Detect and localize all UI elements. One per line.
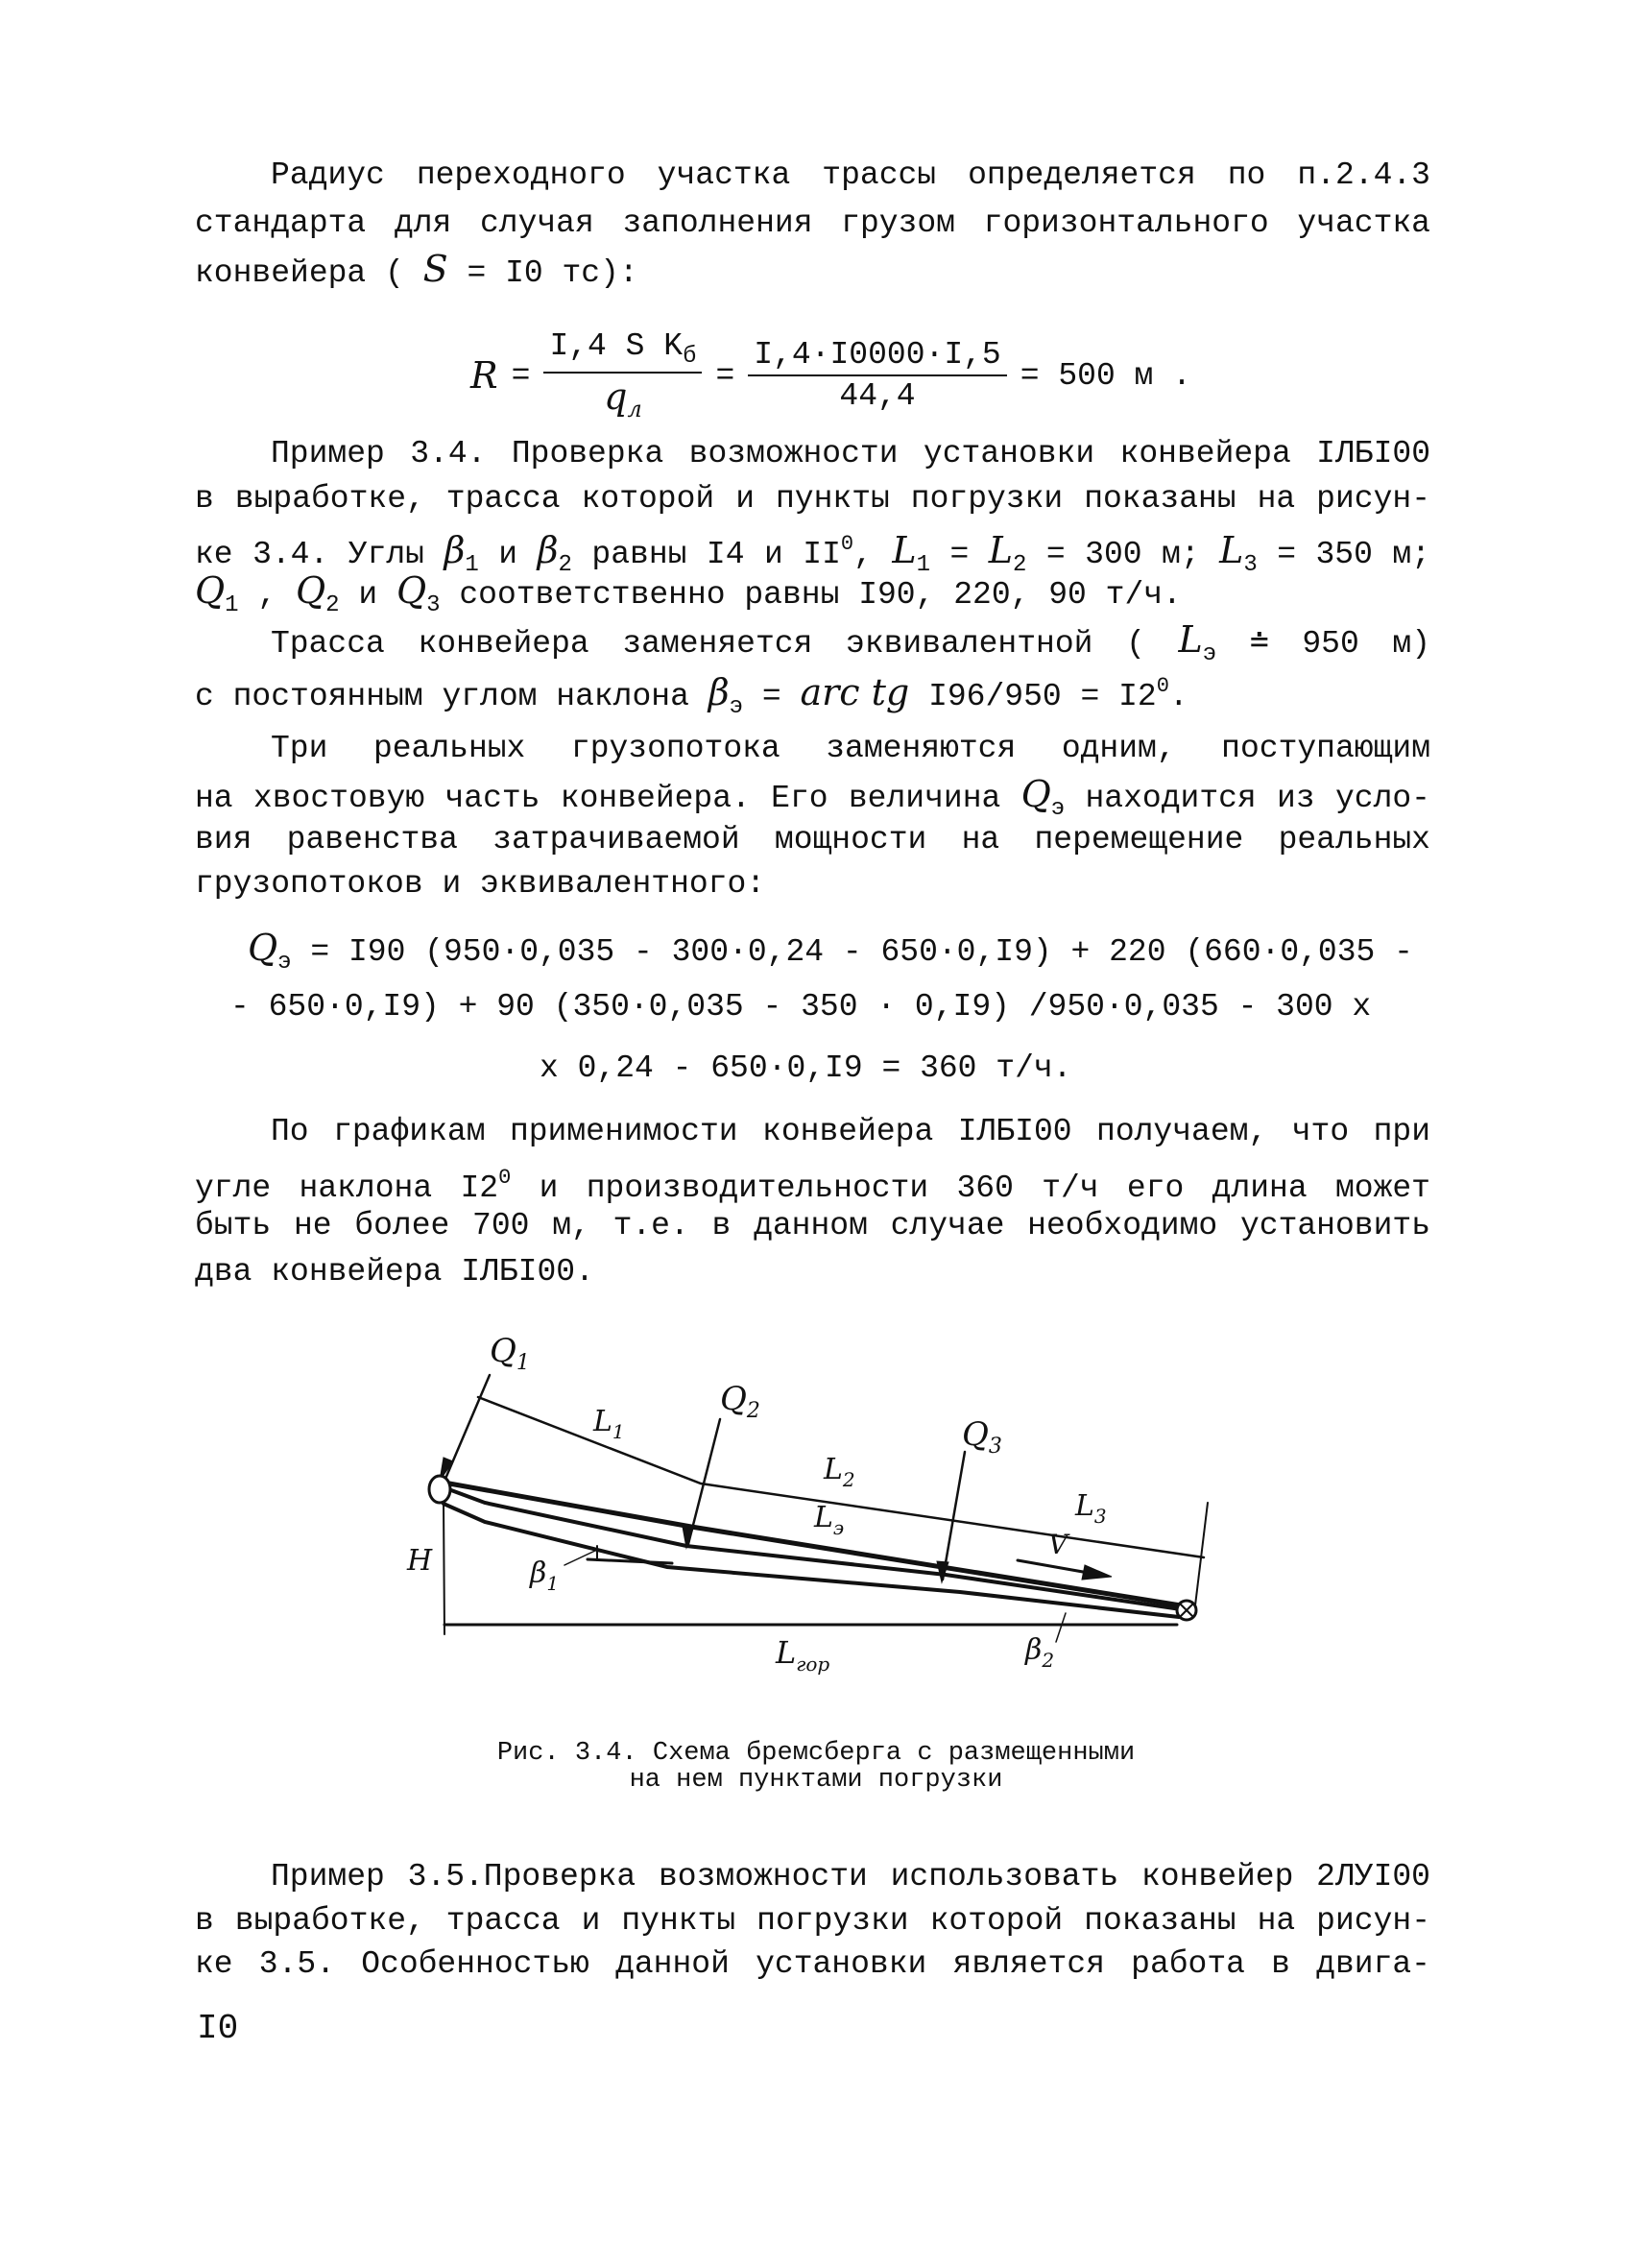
- label-q2: $Q_2$: [720, 1380, 760, 1423]
- text-line: грузопотоков и эквивалентного:: [195, 866, 766, 902]
- subscript: 3: [1243, 552, 1258, 578]
- label-l2: $L_2$: [824, 1453, 855, 1491]
- math-var: Q: [248, 927, 278, 969]
- subscript: э: [1202, 641, 1217, 667]
- label-le: $L_э$: [814, 1501, 845, 1539]
- math-var: Q: [295, 569, 326, 612]
- text-line: стандарта для случая заполнения грузом горизонтального участка: [195, 205, 1430, 241]
- math-var: Q: [396, 569, 427, 612]
- label-beta2: $\beta_2$: [1025, 1633, 1055, 1672]
- text: Трасса конвейера заменяется эквивалентной (: [271, 626, 1179, 662]
- text: =: [743, 679, 801, 714]
- text: угле наклона I2: [195, 1170, 499, 1206]
- text: I96/950 = I2: [909, 679, 1157, 714]
- math-var: S: [422, 248, 448, 290]
- text-line: Радиус переходного участка трассы определяется по п.2.4.3: [271, 157, 1430, 193]
- subscript: 1: [225, 592, 239, 618]
- page-number: I0: [197, 2009, 239, 2048]
- math-var: β: [537, 529, 559, 571]
- subscript: л: [627, 396, 642, 422]
- text-line: вия равенства затрачиваемой мощности на перемещение реальных: [195, 822, 1430, 857]
- equals: =: [715, 357, 735, 394]
- text: равны I4 и II: [571, 537, 841, 572]
- figure-caption: на нем пунктами погрузки: [629, 1766, 1003, 1795]
- text: =: [930, 537, 989, 572]
- superscript: 0: [498, 1166, 512, 1190]
- superscript: 0: [1156, 674, 1169, 698]
- text: ке 3.4. Углы: [195, 537, 444, 572]
- text: I,4 S K: [549, 328, 684, 364]
- text: ≐ 950 м): [1216, 626, 1431, 662]
- label-l-gor: $L_{гор}$: [776, 1634, 830, 1676]
- text-line: Пример 3.4. Проверка возможности установки конвейера IЛБI00: [271, 436, 1430, 471]
- result: = 500 м .: [1020, 357, 1191, 394]
- label-q1: $Q_1$: [490, 1332, 530, 1375]
- text-line: По графикам применимости конвейера IЛБI00 получаем, что при: [271, 1114, 1430, 1149]
- head-drum: [429, 1476, 450, 1503]
- math-var: L: [1178, 618, 1203, 661]
- text: ,: [853, 537, 893, 572]
- figure-caption: Рис. 3.4. Схема бремсберга с размещенными: [496, 1739, 1136, 1768]
- math-var: Q: [195, 569, 226, 612]
- numerator: I,4·I0000·I,5: [748, 337, 1006, 376]
- label-v: V: [1048, 1529, 1068, 1560]
- text: и производительности 360 т/ч его длина может: [511, 1170, 1430, 1206]
- subscript: 1: [916, 552, 930, 578]
- text-line: ке 3.5. Особенностью данной установки является работа в двига-: [195, 1946, 1430, 1982]
- label-l1: $L_1$: [593, 1405, 625, 1443]
- math-var: L: [1219, 529, 1244, 571]
- denominator: 44,4: [839, 378, 916, 414]
- label-l3: $L_3$: [1075, 1489, 1107, 1528]
- math-var: L: [892, 529, 917, 571]
- extension-line: [1195, 1503, 1208, 1605]
- text: соответственно равны I90, 220, 90 т/ч.: [440, 577, 1182, 613]
- text: = I90 (950·0,035 - 300·0,24 - 650·0,I9) + 220 (660·0,035 -: [291, 934, 1413, 970]
- subscript: э: [277, 950, 292, 976]
- text-line: в выработке, трасса и пункты погрузки которой показаны на рисун-: [195, 1903, 1430, 1939]
- subscript: 3: [426, 592, 441, 618]
- label-q3: $Q_3$: [962, 1415, 1002, 1459]
- label-beta1: $\beta_1$: [530, 1556, 560, 1595]
- formula-q-line: x 0,24 - 650·0,I9 = 360 т/ч.: [540, 1050, 1072, 1086]
- text: находится из усло-: [1065, 781, 1430, 816]
- math-var: L: [988, 529, 1013, 571]
- superscript: 0: [840, 532, 854, 556]
- equals: =: [511, 357, 531, 394]
- text: на хвостовую часть конвейера. Его величина: [195, 781, 1021, 816]
- text: .: [1168, 679, 1188, 714]
- formula-q-line: - 650·0,I9) + 90 (350·0,035 - 350 · 0,I9) /950·0,035 - 300 x: [230, 989, 1372, 1025]
- subscript: 2: [558, 552, 572, 578]
- text-line: два конвейера IЛБI00.: [195, 1254, 594, 1290]
- q3-arrow: [943, 1452, 965, 1580]
- text: ,: [238, 577, 296, 613]
- text: с постоянным углом наклона: [195, 679, 708, 714]
- text: и: [478, 537, 538, 572]
- text-line: в выработке, трасса которой и пункты погрузки показаны на рисун-: [195, 481, 1430, 517]
- math-var: β: [708, 671, 730, 713]
- text: q: [604, 375, 628, 418]
- subscript: 1: [465, 552, 479, 578]
- subscript: э: [729, 694, 744, 720]
- subscript: э: [1050, 796, 1066, 822]
- subscript: 2: [1012, 552, 1027, 578]
- text-line: Три реальных грузопотока заменяются одним, поступающим: [271, 731, 1430, 766]
- text: и: [339, 577, 396, 613]
- text: = 350 м;: [1257, 537, 1430, 572]
- text: конвейера (: [195, 255, 423, 291]
- beta1-base: [588, 1559, 672, 1563]
- subscript: б: [683, 344, 697, 370]
- math-var: Q: [1020, 773, 1051, 815]
- text-line: быть не более 700 м, т.е. в данном случае необходимо установить: [195, 1208, 1430, 1243]
- subscript: 2: [325, 592, 340, 618]
- text-line: Пример 3.5.Проверка возможности использовать конвейер 2ЛУI00: [271, 1859, 1430, 1894]
- math-var: R: [470, 354, 498, 397]
- text: = I0 тс):: [447, 255, 638, 291]
- math-var: β: [444, 529, 466, 571]
- text: = 300 м;: [1026, 537, 1220, 572]
- math-var: arc tg: [800, 671, 910, 713]
- label-h: H: [407, 1544, 433, 1578]
- beta2-leader: [1056, 1613, 1066, 1642]
